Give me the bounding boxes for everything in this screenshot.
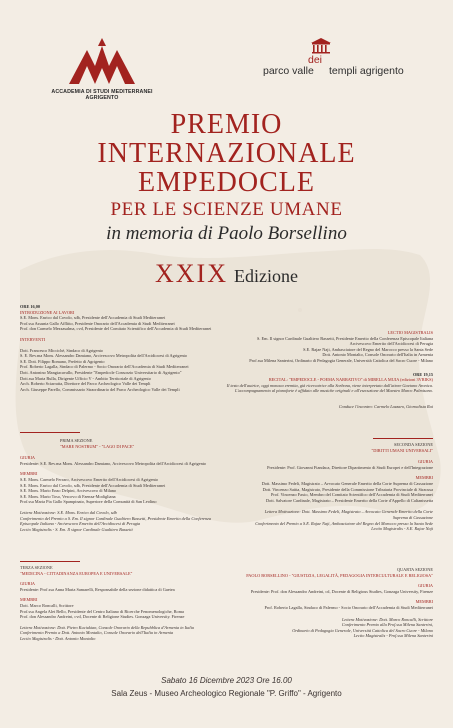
interventi-line: Dott. Francesco Miccichè, Sindaco di Agrigento <box>20 347 103 353</box>
giuria-label: GIURIA <box>417 459 433 465</box>
lectio-magistralis: Lectio Magistralis - S. Em. Il signor Cardinale Gualtiero Bassetti <box>20 526 133 532</box>
third-section-subtitle: "MEDICINA - CITTADINANZA EUROPEA E UNIVERSALE" <box>20 570 133 576</box>
title-line1: PREMIO <box>170 109 283 140</box>
second-section-label: SECONDA SEZIONE <box>393 442 433 447</box>
member-line: Prof. don Alessandro Andreini, cvd, Docente di Religione Studies. Gonzaga University. Firenze <box>20 614 185 620</box>
lectio-line: Dott. Antonio Montalto, Console Onorario dell'Italia in Armenia <box>322 352 433 358</box>
recital-desc: L'accompagnamento al pianoforte è affidato alle musiche originali e all'esecuzione del Maestro Marco Palmisano. <box>235 388 433 394</box>
interventi-line: S.E. Dott. Filippo Romano, Prefetto di Agrigento <box>20 358 105 364</box>
recital-line: RECITAL: "EMPEDOCLE - POEMA NARRATIVO" di MIRELLA MUIA (edizioni 3VRIKS) <box>268 377 433 383</box>
academy-name: ACCADEMIA DI STUDI MEDITERRANEI AGRIGENTO <box>51 89 153 101</box>
lectio-magistralis: Lectio Magistralis - S.E. Rajae Naji <box>371 526 433 532</box>
divider <box>20 432 80 433</box>
member-line: Dott. Vincenzo Saitta, Magistrato, Presidente della Commissione Tributaria Provinciale di Siracusa <box>262 486 433 492</box>
interventi-line: Arch. Giuseppe Parello, Commissario Straordinario del Parco Archeologico Valle dei Templi <box>20 386 180 392</box>
interventi-line: Dott.ssa Maria Bulla, Dirigente Ufficio V - Ambito Territoriale di Agrigento <box>20 375 151 381</box>
third-section <box>20 565 215 642</box>
member-line: Prof. Roberto Lagalla, Sindaco di Palermo - Socio Onorario dell'Accademia di Studi Mediterranei <box>264 604 433 610</box>
lectio-line: Prof.ssa Milena Santerini, Ordinario di Pedagogia Generale, Università Cattolica del Sacro Cuore - Milano <box>249 357 433 363</box>
temple-icon <box>309 38 333 54</box>
park-logo <box>263 54 413 86</box>
lectio-line: S. Em. Il signor Cardinale Gualtiero Bassetti, Presidente Emerito della Conferenza Episcopale Italiana <box>257 335 433 341</box>
member-line: S.E. Mons. Mario Toso, Vescovo di Faenza-Modigliana <box>20 493 116 499</box>
member-line: Prof.ssa Maria Pia Gallo Spampinato, Superiore della Comunità di San Leolino <box>20 499 157 505</box>
divider <box>373 438 433 439</box>
title-line2: INTERNAZIONALE <box>97 138 356 169</box>
membri-label: MEMBRI <box>415 475 433 481</box>
member-line: Prof.ssa Angela Alet Bello, Presidente del Centro Italiano di Ricerche Fenomenologiche, Roma <box>20 608 184 614</box>
award-conferral: Conferimento del Premio a S. Em. Il signor Cardinale Gualtiero Bassetti, Presidente Emerito della Conferenza <box>20 515 211 521</box>
member-line: S.E. Mons. Carmelo Ferraro, Arcivescovo Emerito dell'Arcidiocesi di Agrigento <box>20 476 159 482</box>
interventi-heading: INTERVENTI <box>20 336 46 342</box>
motivation-letter: Suprema di Cassazione <box>392 514 433 520</box>
program-left <box>20 304 215 392</box>
third-section-label: TERZA SEZIONE <box>20 565 53 570</box>
time-1915: ORE 19,15 <box>412 371 433 377</box>
member-line: Dott. Marco Roncalli, Scrittore <box>20 602 74 608</box>
second-section-subtitle: "DIRITTI UMANI UNIVERSALI" <box>371 447 433 453</box>
giuria-president: Presidente: Prof. don Alessandro Andreini, cd, Docente di Religious Studies, Gonzaga University, Firenze <box>250 588 433 594</box>
edition-number: XXIX <box>155 259 228 288</box>
event-date: Sabato 16 Dicembre 2023 Ore 16.00 <box>161 676 292 685</box>
giuria-label: GIURIA <box>20 455 36 461</box>
member-line: S.E. Mons. Mario Enzo Delpini, Arcivescovo di Milano <box>20 488 117 494</box>
lectio-heading: LECTIO MAGISTRALIS <box>387 330 433 335</box>
motivation-letter: Lettera Motivazione: Dott. Massimo Fedeli, Magistrato – Avvocato Generale Emerito della Corte <box>264 509 433 515</box>
title-line3: EMPEDOCLE <box>138 167 315 198</box>
membri-label: MEMBRI <box>415 599 433 605</box>
intro-line: Prof.ssa Assunta Gallo Afflitto, Presidente Onorario dell'Accademia di Studi Mediterranei <box>20 320 175 326</box>
lectio-line: S.E. Rajae Naji, Ambasciatore del Regno del Marocco presso la Santa Sede <box>303 346 433 352</box>
first-section-subtitle: "MARE NOSTRUM" - "LAGO DI PACE" <box>60 443 135 449</box>
membri-label: MEMBRI <box>20 597 38 603</box>
award-conferral: Conferimento Premio a Dott. Antonio Montalto, Console Onorario dell'Italia in Armenia <box>20 630 174 636</box>
award-conferral: Episcopale Italiana - Arcivescovo Emerito dell'Arcidiocesi di Perugia <box>20 521 141 527</box>
title-line4: PER LE SCIENZE UMANE <box>110 199 343 220</box>
lectio-magistralis: Lectio Magistralis - Prof.ssa Milena Santerini <box>353 633 433 639</box>
member-line: Dott. Massimo Fedeli, Magistrato – Avvocato Generale Emerito della Corte Suprema di Cassazione <box>261 480 433 486</box>
time-16: ORE 16,00 <box>20 304 41 309</box>
intro-line: Prof. don Carmelo Mezzasalma, cvd, Presidente del Comitato Scientifico dell'Accademia di Studi Mediterranei <box>20 326 212 332</box>
fourth-section-subtitle: PAOLO BORSELLINO - "GIUSTIZIA, LEGALITÀ, PEDAGOGIA INTERCULTURALE E RELIGIOSA" <box>246 572 433 578</box>
interventi-line: Arch. Roberto Sciarratta, Direttore del Parco Archeologico Valle dei Templi <box>20 381 151 387</box>
giuria-president: Presidente: Prof.ssa Anna Maria Samarelli, Responsabile della sezione didattica di Gaetea <box>20 586 175 592</box>
giuria-label: GIURIA <box>417 583 433 589</box>
lectio-magistralis: Lectio Magistralis - Dott. Antonio Montalto <box>20 635 96 641</box>
award-conferral: Conferimento del Premio a S.E. Rajae Naji, Ambasciatore del Regno del Marocco presso la Santa Sede <box>255 520 433 526</box>
title-subtitle: in memoria di Paolo Borsellino <box>106 223 347 244</box>
award-conferral: Conferimento Premio alla Prof.ssa Milena Santerini, <box>341 622 433 628</box>
motivation-letter: Lettera Motivazione: Dott. Marco Roncalli, Scrittore <box>342 616 433 622</box>
member-line: Prof. Vincenzo Faxio, Membro del Comitato Scientifico dell'Accademia di Studi Mediterranei <box>270 492 433 498</box>
member-line: Dott. Salvatore Cardinale, Magistrato – Presidente Emerito della Corte d'Appello di Caltanissetta <box>266 497 433 503</box>
first-section <box>20 438 215 532</box>
membri-label: MEMBRI <box>20 471 38 477</box>
edition <box>0 259 453 289</box>
intro-heading: INTRODUZIONE AI LAVORI <box>20 309 75 315</box>
motivation-letter: Lettera Motivazione: Dott. Pietro Kuciukian, Console Onorario della Repubblica d'Armenia in Italia <box>20 624 194 630</box>
second-section <box>215 442 433 532</box>
academy-logo <box>52 38 152 86</box>
park-name-part1: parco valle <box>263 65 314 77</box>
recital-desc: Il testo dell'autrice, oggi monaca eremita, già ricercatrice alla Sorbona, viene interpretato dall'attore Gaetano Aronica. <box>226 382 433 388</box>
event-venue: Sala Zeus - Museo Archeologico Regionale "P. Griffo" - Agrigento <box>111 689 342 698</box>
giuria-president: Presidente: Prof. Giovanni Fiandaca, Direttore Dipartimento di Studi Europei e dell'Integrazione <box>267 464 433 470</box>
member-line: S.E. Mons. Enrico dal Covolo, sdb, Presidente dell'Accademia di Studi Mediterranei <box>20 482 166 488</box>
motivation-letter: Lettera Motivazione: S.E. Mons. Enrico dal Covolo, sdb <box>20 509 117 515</box>
award-conferral: Ordinario di Pedagogia Generale, Università Cattolica del Sacro Cuore - Milano <box>292 627 433 633</box>
giuria-label: GIURIA <box>20 581 36 587</box>
park-name-part3: templi agrigento <box>329 65 404 77</box>
lectio-line: Arcivescovo Emerito dell'Arcidiocesi di Perugia <box>349 341 433 347</box>
giuria-president: Presidente: S.E. Rev.ma Mons. Alessandro Damiano, Arcivescovo Metropolita dell'Arcidiocesi di Agrigento <box>20 460 207 466</box>
conducts: Conduce l'incontro: Carmelo Lazzaro, Giornalista Rai <box>338 403 433 409</box>
park-name-part2: dei <box>308 54 323 66</box>
intro-line: S.E. Mons. Enrico dal Covolo, sdb, Presidente dell'Accademia di Studi Mediterranei <box>20 315 166 321</box>
academy-emblem-icon <box>67 38 137 86</box>
edition-word: Edizione <box>234 266 298 286</box>
interventi-line: Prof. Roberto Lagalla, Sindaco di Palermo - Socio Onorario dell'Accademia di Studi Mediterranei <box>20 364 189 370</box>
fourth-section-label: QUARTA SEZIONE <box>396 567 433 572</box>
fourth-section <box>215 567 433 639</box>
program-right <box>215 330 433 410</box>
first-section-label: PRIMA SEZIONE <box>60 438 93 443</box>
interventi-line: S. E. Rev.ma Mons. Alessandro Damiano, Arcivescovo Metropolita dell'Arcidiocesi di Agrigento <box>20 353 187 359</box>
interventi-line: Dott. Antonino Mangiacavallo, Presidente "Empedocle Consorzio Universitario di Agrigento" <box>20 369 182 375</box>
divider <box>20 561 80 562</box>
